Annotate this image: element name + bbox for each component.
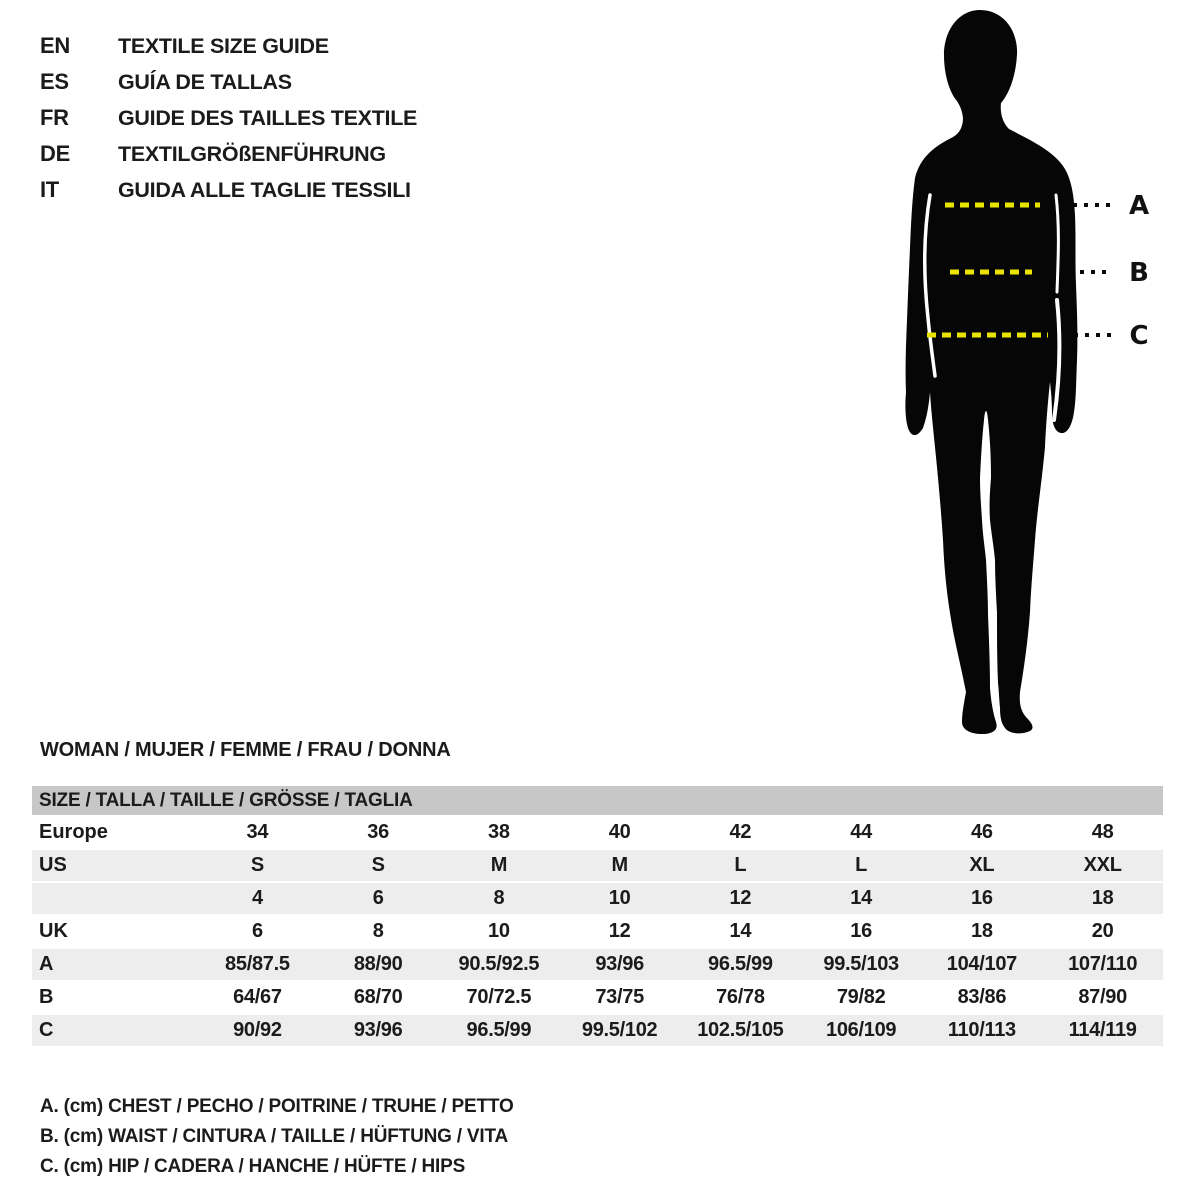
size-cell: 106/109 — [826, 1019, 897, 1041]
size-table-body — [32, 817, 1163, 1046]
table-row — [32, 817, 1163, 848]
table-row — [32, 916, 1163, 947]
size-cell: M — [490, 854, 508, 876]
size-cell: 6 — [251, 920, 263, 942]
silhouette-body — [905, 10, 1077, 734]
size-cell: 90.5/92.5 — [458, 953, 540, 975]
size-cell: 48 — [1091, 821, 1114, 843]
size-cell: 8 — [493, 887, 505, 909]
size-cell: 102.5/105 — [697, 1019, 784, 1041]
size-cell: S — [250, 854, 264, 876]
size-cell: 107/110 — [1068, 953, 1138, 975]
size-cell: 68/70 — [353, 986, 403, 1008]
size-cell: 42 — [729, 821, 752, 843]
size-cell: 87/90 — [1078, 986, 1127, 1008]
language-row — [40, 100, 417, 136]
language-row — [40, 172, 417, 208]
size-cell: 114/119 — [1068, 1019, 1137, 1041]
size-cell: 18 — [971, 920, 993, 942]
size-cell: 93/96 — [595, 953, 644, 975]
table-row — [32, 949, 1163, 980]
size-cell: 14 — [850, 887, 872, 909]
size-cell: 12 — [608, 920, 631, 942]
size-cell: 83/86 — [957, 986, 1007, 1008]
size-cell: 16 — [971, 887, 993, 909]
language-code: EN — [40, 33, 70, 58]
size-cell: 14 — [729, 920, 752, 942]
language-label: GUIDE DES TAILLES TEXTILE — [118, 105, 418, 130]
size-cell: 34 — [246, 821, 269, 843]
language-code: FR — [40, 105, 69, 130]
size-table-header: SIZE / TALLA / TAILLE / GRÖSSE / TAGLIA — [32, 786, 1163, 815]
size-cell: 38 — [488, 821, 510, 843]
legend-line: C. (cm) HIP / CADERA / HANCHE / HÜFTE / HIPS — [40, 1156, 466, 1177]
language-row — [40, 136, 417, 172]
table-row — [32, 1015, 1163, 1046]
row-label: UK — [39, 920, 68, 942]
legend-line: B. (cm) WAIST / CINTURA / TAILLE / HÜFTUNG / VITA — [40, 1126, 508, 1147]
size-cell: 16 — [850, 920, 872, 942]
size-cell: S — [371, 854, 385, 876]
size-table — [32, 786, 1163, 1048]
size-cell: 6 — [372, 887, 384, 909]
section-title: WOMAN / MUJER / FEMME / FRAU / DONNA — [40, 739, 451, 761]
legend-line: A. (cm) CHEST / PECHO / POITRINE / TRUHE / PETTO — [40, 1096, 514, 1117]
language-label: TEXTILE SIZE GUIDE — [118, 33, 329, 58]
size-cell: 110/113 — [947, 1019, 1016, 1041]
legend — [40, 1092, 514, 1182]
size-cell: M — [611, 854, 628, 876]
language-list — [40, 28, 417, 208]
language-label: GUIDA ALLE TAGLIE TESSILI — [118, 177, 411, 202]
row-label: US — [39, 854, 67, 876]
table-row — [32, 850, 1163, 881]
size-cell: 88/90 — [353, 953, 403, 975]
row-label: Europe — [39, 821, 108, 843]
size-cell: 40 — [608, 821, 631, 843]
table-row — [32, 883, 1163, 914]
table-row — [32, 982, 1163, 1013]
size-cell: 79/82 — [836, 986, 886, 1008]
size-cell: 70/72.5 — [466, 986, 532, 1008]
size-cell: XL — [969, 854, 995, 876]
language-code: DE — [40, 141, 70, 166]
size-cell: 36 — [367, 821, 389, 843]
size-cell: 96.5/99 — [466, 1019, 532, 1041]
language-row — [40, 28, 417, 64]
size-cell: L — [855, 854, 868, 876]
size-cell: 104/107 — [946, 953, 1017, 975]
size-cell: 8 — [372, 920, 384, 942]
size-cell: 20 — [1091, 920, 1114, 942]
size-cell: 90/92 — [233, 1019, 282, 1041]
marker-label-c: C — [1129, 321, 1149, 351]
size-cell: L — [734, 854, 747, 876]
language-code: ES — [40, 69, 69, 94]
size-cell: 73/75 — [595, 986, 644, 1008]
size-cell: 44 — [850, 821, 872, 843]
language-label: TEXTILGRÖßENFÜHRUNG — [118, 141, 386, 166]
size-cell: 96.5/99 — [708, 953, 773, 975]
size-cell: 4 — [251, 887, 263, 909]
size-cell: 10 — [608, 887, 631, 909]
language-label: GUÍA DE TALLAS — [118, 69, 292, 94]
size-cell: 85/87.5 — [225, 953, 290, 975]
size-cell: 99.5/102 — [581, 1019, 658, 1041]
row-label: A — [39, 953, 54, 975]
woman-silhouette-figure — [850, 0, 1200, 740]
marker-label-a: A — [1128, 191, 1150, 221]
size-cell: 46 — [971, 821, 993, 843]
size-cell: 12 — [729, 887, 752, 909]
row-label: B — [39, 986, 54, 1008]
size-cell: 10 — [488, 920, 510, 942]
size-cell: 93/96 — [353, 1019, 403, 1041]
language-code: IT — [40, 177, 59, 202]
size-cell: 99.5/103 — [823, 953, 899, 975]
size-cell: 18 — [1091, 887, 1114, 909]
row-label: C — [39, 1019, 54, 1041]
size-cell: 64/67 — [233, 986, 282, 1008]
size-cell: 76/78 — [716, 986, 765, 1008]
language-row — [40, 64, 417, 100]
size-cell: XXL — [1083, 854, 1122, 876]
marker-label-b: B — [1129, 258, 1149, 288]
